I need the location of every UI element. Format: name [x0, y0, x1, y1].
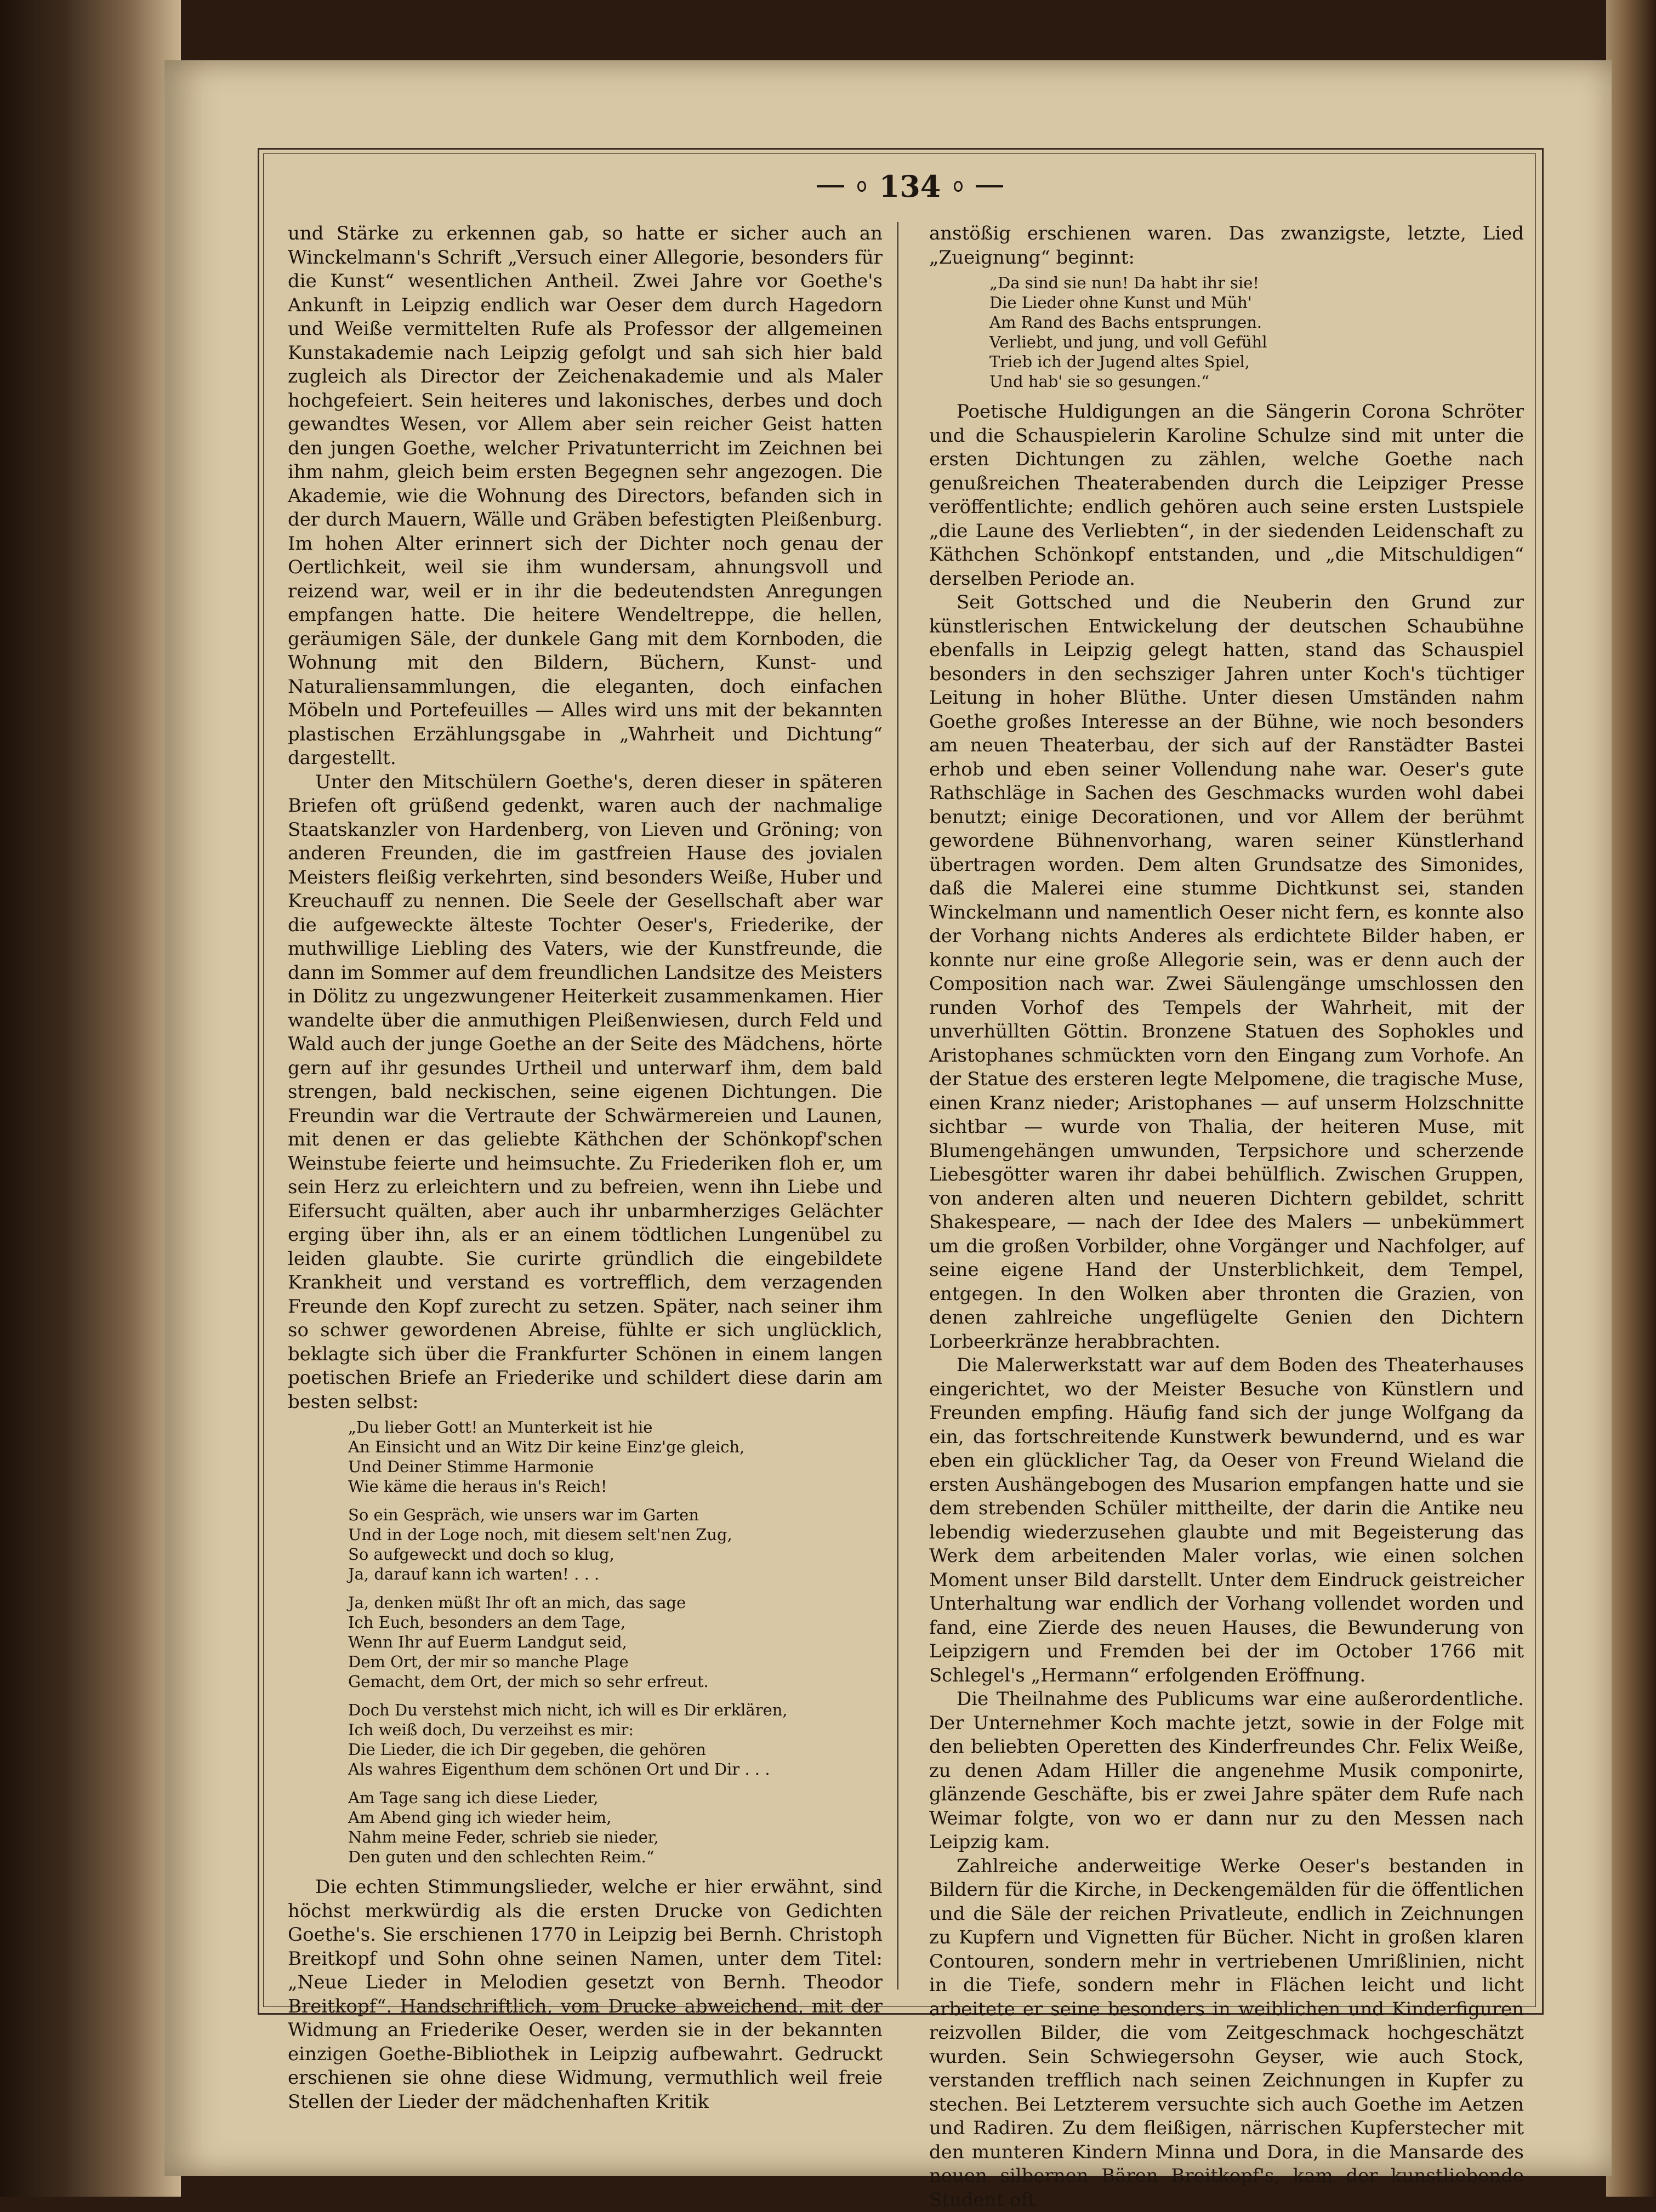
left-poem-line: Ja, darauf kann ich warten! . . .	[348, 1564, 883, 1584]
left-poem-stanza	[348, 1505, 883, 1584]
left-poem-stanza	[348, 1593, 883, 1691]
left-poem-line: Als wahres Eigenthum dem schönen Ort und Dir . . .	[348, 1759, 883, 1779]
page-header	[817, 164, 1003, 208]
column-divider	[897, 222, 898, 1989]
right-poem-line: Am Rand des Bachs entsprungen.	[989, 312, 1524, 332]
left-poem-stanza	[348, 1417, 883, 1496]
left-poem-line: Und in der Loge noch, mit diesem selt'nen Zug,	[348, 1525, 883, 1544]
left-poem-line: Ja, denken müßt Ihr oft an mich, das sage	[348, 1593, 883, 1612]
right-paragraph-5: Die Theilnahme des Publicums war eine außerordentliche. Der Unternehmer Koch machte jetzt, sowie in der Folge mit den beliebten Operetten des Kinderfreundes Chr. Felix Weiße, zu denen Adam Hiller die angenehme Musik componirte, glänzende Geschäfte, bis er zwei Jahre später dem Rufe nach Weimar folgte, von wo er dann nur zu den Messen nach Leipzig kam.	[929, 1687, 1524, 1855]
left-poem	[348, 1417, 883, 1867]
left-poem-line: Und Deiner Stimme Harmonie	[348, 1457, 883, 1476]
left-poem-stanza	[348, 1700, 883, 1779]
left-paragraph-2: Unter den Mitschülern Goethe's, deren dieser in späteren Briefen oft grüßend gedenkt, waren auch der nachmalige Staatskanzler von Hardenberg, von Lieven und Gröning; von anderen Freunden, die im gastfreien Hause des jovialen Meisters fleißig verkehrten, sind besonders Weiße, Huber und Kreuchauff zu nennen. Die Seele der Gesellschaft aber war die aufgeweckte älteste Tochter Oeser's, Friederike, der muthwillige Liebling des Vaters, wie der Kunstfreunde, die dann im Sommer auf dem freundlichen Landsitze des Meisters in Dölitz zu ungezwungener Heiterkeit zusammenkamen. Hier wandelte über die anmuthigen Pleißenwiesen, durch Feld und Wald auch der junge Goethe an der Seite des Mädchens, hörte gern auf ihr gesundes Urtheil und unterwarf ihm, dem bald strengen, bald neckischen, seine eigenen Dichtungen. Die Freundin war die Vertraute der Schwärmereien und Launen, mit denen er das geliebte Käthchen der Schönkopf'schen Weinstube feierte und heimsuchte. Zu Friederiken floh er, um sein Herz zu erleichtern und zu befreien, wenn ihn Liebe und Eifersucht quälten, aber auch ihr unbarmherziges Gelächter erging über ihn, als er an einem tödtlichen Lungenübel zu leiden glaubte. Sie curirte gründlich die eingebildete Krankheit und verstand es vortrefflich, dem verzagenden Freunde den Kopf zurecht zu setzen. Später, nach seiner ihm so schwer gewordenen Abreise, fühlte er sich unglücklich, beklagte sich über die Frankfurter Schönen in einem langen poetischen Briefe an Friederike und schildert diese darin am besten selbst:	[288, 771, 883, 1415]
left-poem-line: So ein Gespräch, wie unsers war im Garten	[348, 1505, 883, 1525]
header-ornament-right	[954, 181, 963, 192]
right-column	[929, 222, 1524, 1998]
page-number: 134	[879, 169, 941, 204]
right-paragraph-2: Poetische Huldigungen an die Sängerin Corona Schröter und die Schauspielerin Karoline Schulze sind mit unter die ersten Dichtungen zu zählen, welche Goethe nach genußreichen Theaterabenden durch die Leipziger Presse veröffentlichte; endlich gehören auch seine ersten Lustspiele „die Laune des Verliebten“, in der siedenden Leidenschaft zu Käthchen Schönkopf entstanden, und „die Mitschuldigen“ derselben Periode an.	[929, 400, 1524, 591]
left-poem-line: Ich Euch, besonders an dem Tage,	[348, 1612, 883, 1632]
left-poem-line: Ich weiß doch, Du verzeihst es mir:	[348, 1720, 883, 1740]
left-poem-line: „Du lieber Gott! an Munterkeit ist hie	[348, 1417, 883, 1437]
book-edge-left	[0, 0, 181, 2197]
right-poem-line: Die Lieder ohne Kunst und Müh'	[989, 293, 1524, 312]
right-poem-stanza	[989, 273, 1524, 391]
left-poem-line: So aufgeweckt und doch so klug,	[348, 1544, 883, 1564]
right-poem	[989, 273, 1524, 391]
right-poem-line: Und hab' sie so gesungen.“	[989, 372, 1524, 391]
left-poem-line: Die Lieder, die ich Dir gegeben, die gehören	[348, 1740, 883, 1759]
header-rule-left	[817, 185, 844, 187]
header-rule-right	[976, 185, 1003, 187]
left-paragraph-3: Die echten Stimmungslieder, welche er hier erwähnt, sind höchst merkwürdig als die ersten Drucke von Gedichten Goethe's. Sie erschienen 1770 in Leipzig bei Bernh. Christoph Breitkopf und Sohn ohne seinen Namen, unter dem Titel: „Neue Lieder in Melodien gesetzt von Bernh. Theodor Breitkopf“. Handschriftlich, vom Drucke abweichend, mit der Widmung an Friederike Oeser, werden sie in der bekannten einzigen Goethe-Bibliothek in Leipzig aufbewahrt. Gedruckt erschienen sie ohne diese Widmung, vermuthlich weil freie Stellen der Lieder der mädchenhaften Kritik	[288, 1875, 883, 2114]
left-poem-line: Wie käme die heraus in's Reich!	[348, 1476, 883, 1496]
right-poem-line: Trieb ich der Jugend altes Spiel,	[989, 352, 1524, 372]
left-poem-stanza	[348, 1788, 883, 1867]
right-poem-line: „Da sind sie nun! Da habt ihr sie!	[989, 273, 1524, 293]
right-paragraph-1: anstößig erschienen waren. Das zwanzigste, letzte, Lied „Zueignung“ beginnt:	[929, 222, 1524, 270]
left-poem-line: Am Abend ging ich wieder heim,	[348, 1808, 883, 1827]
right-poem-line: Verliebt, und jung, und voll Gefühl	[989, 332, 1524, 352]
right-paragraph-4: Die Malerwerkstatt war auf dem Boden des Theaterhauses eingerichtet, wo der Meister Besuche von Künstlern und Freunden empfing. Häufig fand sich der junge Wolfgang da ein, das fortschreitende Kunstwerk bewundernd, und es war eben ein glücklicher Tag, da Oeser von Freund Wieland die ersten Aushängebogen des Musarion empfangen hatte und sie dem strebenden Schüler mittheilte, der darin die Antike neu lebendig wiederzusehen glaubte und mit Begeisterung das Werk dem arbeitenden Maler vorlas, wie einen solchen Moment unser Bild darstellt. Unter dem Eindruck geistreicher Unterhaltung war endlich der Vorhang vollendet worden und fand, eine Zierde des neuen Hauses, die Bewunderung von Leipzigern und Fremden bei der im October 1766 mit Schlegel's „Hermann“ erfolgenden Eröffnung.	[929, 1354, 1524, 1687]
left-poem-line: Gemacht, dem Ort, der mich so sehr erfreut.	[348, 1672, 883, 1691]
left-paragraph-1: und Stärke zu erkennen gab, so hatte er sicher auch an Winckelmann's Schrift „Versuch einer Allegorie, besonders für die Kunst“ wesentlichen Antheil. Zwei Jahre vor Goethe's Ankunft in Leipzig endlich war Oeser dem durch Hagedorn und Weiße vermittelten Rufe als Professor der allgemeinen Kunstakademie nach Leipzig gefolgt und sah sich hier bald zugleich als Director der Zeichenakademie und als Maler hochgefeiert. Sein heiteres und lakonisches, derbes und doch gewandtes Wesen, vor Allem aber sein reicher Geist hatten den jungen Goethe, welcher Privatunterricht im Zeichnen bei ihm nahm, gleich beim ersten Begegnen sehr angezogen. Die Akademie, wie die Wohnung des Directors, befanden sich in der durch Mauern, Wälle und Gräben befestigten Pleißenburg. Im hohen Alter erinnert sich der Dichter noch genau der Oertlichkeit, weil sie ihm wundersam, ahnungsvoll und reizend war, weil er in ihr die bedeutendsten Anregungen empfangen hatte. Die heitere Wendeltreppe, die hellen, geräumigen Säle, der dunkele Gang mit dem Kornboden, die Wohnung mit den Bildern, Büchern, Kunst- und Naturaliensammlungen, die eleganten, doch einfachen Möbeln und Portefeuilles — Alles wird uns mit der bekannten plastischen Erzählungsgabe in „Wahrheit und Dichtung“ dargestellt.	[288, 222, 883, 771]
left-poem-line: Am Tage sang ich diese Lieder,	[348, 1788, 883, 1808]
header-ornament-left	[857, 181, 866, 192]
left-column	[288, 222, 883, 1998]
right-paragraph-6: Zahlreiche anderweitige Werke Oeser's bestanden in Bildern für die Kirche, in Deckengemälden für die öffentlichen und die Säle der reichen Privatleute, endlich in Zeichnungen zu Kupfern und Vignetten für Bücher. Nicht in großen klaren Contouren, sondern mehr in vertriebenen Umrißlinien, nicht in die Tiefe, sondern mehr in Flächen leicht und licht arbeitete er seine besonders in weiblichen und Kinderfiguren reizvollen Bilder, die vom Zeitgeschmack hochgeschätzt wurden. Sein Schwiegersohn Geyser, wie auch Stock, verstanden trefflich nach seinen Zeichnungen in Kupfer zu stechen. Bei Letzterem versuchte sich auch Goethe im Aetzen und Radiren. Zu dem fleißigen, närrischen Kupferstecher mit den munteren Kindern Minna und Dora, in die Mansarde des neuen silbernen Bären Breitkopf's, kam der kunstliebende Student oft	[929, 1855, 1524, 2212]
book-edge-right	[1606, 0, 1656, 2197]
left-poem-line: Dem Ort, der mir so manche Plage	[348, 1652, 883, 1672]
left-poem-line: An Einsicht und an Witz Dir keine Einz'ge gleich,	[348, 1437, 883, 1457]
left-poem-line: Wenn Ihr auf Euerm Landgut seid,	[348, 1632, 883, 1652]
right-paragraph-3: Seit Gottsched und die Neuberin den Grund zur künstlerischen Entwickelung der deutschen Schaubühne ebenfalls in Leipzig gelegt hatten, stand das Schauspiel besonders in den sechsziger Jahren unter Koch's tüchtiger Leitung in hoher Blüthe. Unter diesen Umständen nahm Goethe großes Interesse an der Bühne, wie noch besonders am neuen Theaterbau, der sich auf der Ranstädter Bastei erhob und eben seiner Vollendung nahe war. Oeser's gute Rathschläge in Sachen des Geschmacks wurden wohl dabei benutzt; einige Decorationen, und vor Allem der berühmt gewordene Bühnenvorhang, waren seiner Künstlerhand übertragen worden. Dem alten Grundsatze des Simonides, daß die Malerei eine stumme Dichtkunst sei, standen Winckelmann und namentlich Oeser nicht fern, es konnte also der Vorhang nichts Anderes als erdichtete Bilder haben, er konnte nur eine große Allegorie sein, was er denn auch der Composition nach war. Zwei Säulengänge umschlossen den runden Vorhof des Tempels der Wahrheit, mit der unverhüllten Göttin. Bronzene Statuen des Sophokles und Aristophanes schmückten vorn den Eingang zum Vorhofe. An der Statue des ersteren legte Melpomene, die tragische Muse, einen Kranz nieder; Aristophanes — auf unserm Holzschnitte sichtbar — wurde von Thalia, der heiteren Muse, mit Blumengehängen umwunden, Terpsichore und scherzende Liebesgötter waren ihr dabei behülflich. Zwischen Gruppen, von anderen alten und neueren Dichtern gebildet, schritt Shakespeare, — nach der Idee des Malers — unbekümmert um die großen Vorbilder, ohne Vorgänger und Nachfolger, auf seine eigene Hand der Unsterblichkeit, dem Tempel, entgegen. In den Wolken aber thronten die Grazien, von denen zahlreiche ungeflügelte Genien den Dichtern Lorbeerkränze herabbrachten.	[929, 591, 1524, 1354]
left-poem-line: Den guten und den schlechten Reim.“	[348, 1847, 883, 1867]
left-poem-line: Nahm meine Feder, schrieb sie nieder,	[348, 1827, 883, 1847]
left-poem-line: Doch Du verstehst mich nicht, ich will es Dir erklären,	[348, 1700, 883, 1720]
